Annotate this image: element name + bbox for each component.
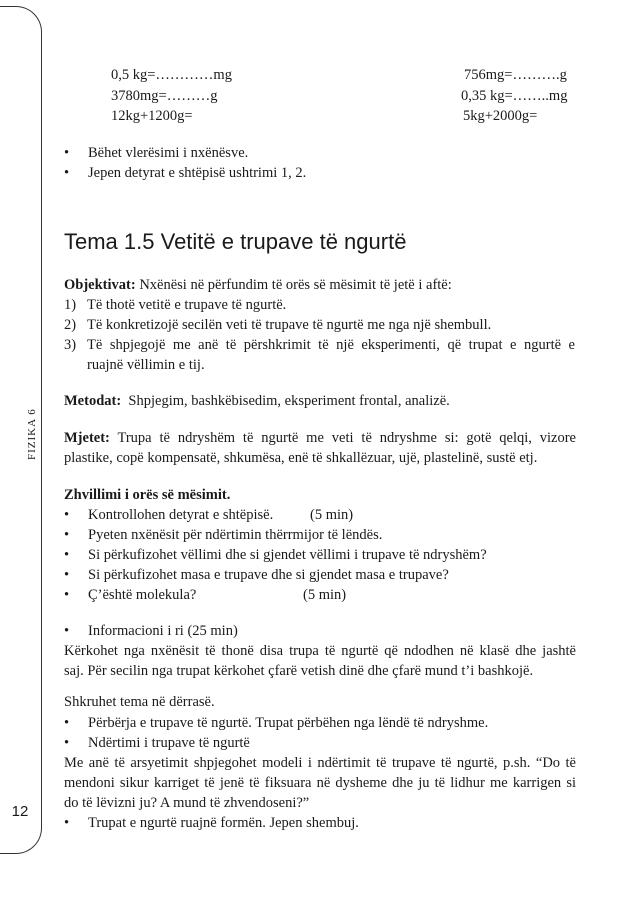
conversion-right-1: 756mg=……….g	[464, 67, 567, 83]
bullet-icon: •	[64, 507, 70, 523]
development-title: Zhvillimi i orës së mësimit.	[64, 487, 231, 503]
bullet-icon: •	[64, 623, 70, 639]
methods: Metodat: Shpjegim, bashkëbisedim, eksperiment frontal, analizë.	[64, 393, 450, 409]
conversion-left-3: 12kg+1200g=	[111, 108, 193, 124]
subject-label: FIZIKA 6	[26, 408, 38, 460]
conversion-left-1: 0,5 kg=…………mg	[111, 67, 232, 83]
bullet-icon: •	[64, 547, 70, 563]
bullet-icon: •	[64, 735, 70, 751]
conversion-left-2: 3780mg=………g	[111, 88, 218, 104]
conversion-right-3: 5kg+2000g=	[463, 108, 538, 124]
time-note: (5 min)	[310, 507, 354, 523]
tools: Mjetet: Trupa të ndryshëm të ngurtë me veti të ndryshme si: gotë qelqi, vizore plastike, copë kompensatë, shkumësa, enë të shkallëzuar, ujë, plastelinë, sustë etj.	[64, 430, 576, 466]
bullet-icon: •	[64, 567, 70, 583]
bullet-icon: •	[64, 815, 70, 831]
methods-label: Metodat:	[64, 393, 122, 409]
new-info-paragraph: Kërkohet nga nxënësit të thonë disa trupa të ngurtë që ndodhen në klasë dhe jashtë saj. Për secilin nga trupat kërkohet çfarë vetish dinë dhe çfarë mund t’i bashkojë.	[64, 643, 576, 679]
conversion-right-2: 0,35 kg=……..mg	[461, 88, 568, 104]
tools-label: Mjetet:	[64, 430, 110, 446]
objectives-label: Objektivat:	[64, 277, 136, 293]
page-number: 12	[11, 803, 29, 820]
bullet-icon: •	[64, 527, 70, 543]
board-intro: Shkruhet tema në dërrasë.	[64, 694, 215, 710]
time-note: (5 min)	[303, 587, 347, 603]
bullet-icon: •	[64, 165, 70, 181]
bullet-icon: •	[64, 587, 70, 603]
board-paragraph: Me anë të arsyetimit shpjegohet modeli i ndërtimit të trupave të ngurtë, p.sh. “Do të mendoni sikur karriget të jenë të fiksuara në dysheme dhe ju të lidhur me karrigen si do të lëvizni ju? A mund të zhvendoseni?”	[64, 755, 576, 811]
bullet-icon: •	[64, 145, 70, 161]
objectives-intro: Objektivat: Nxënësi në përfundim të orës së mësimit të jetë i aftë:	[64, 277, 452, 293]
topic-title: Tema 1.5 Vetitë e trupave të ngurtë	[64, 229, 407, 254]
bullet-icon: •	[64, 715, 70, 731]
